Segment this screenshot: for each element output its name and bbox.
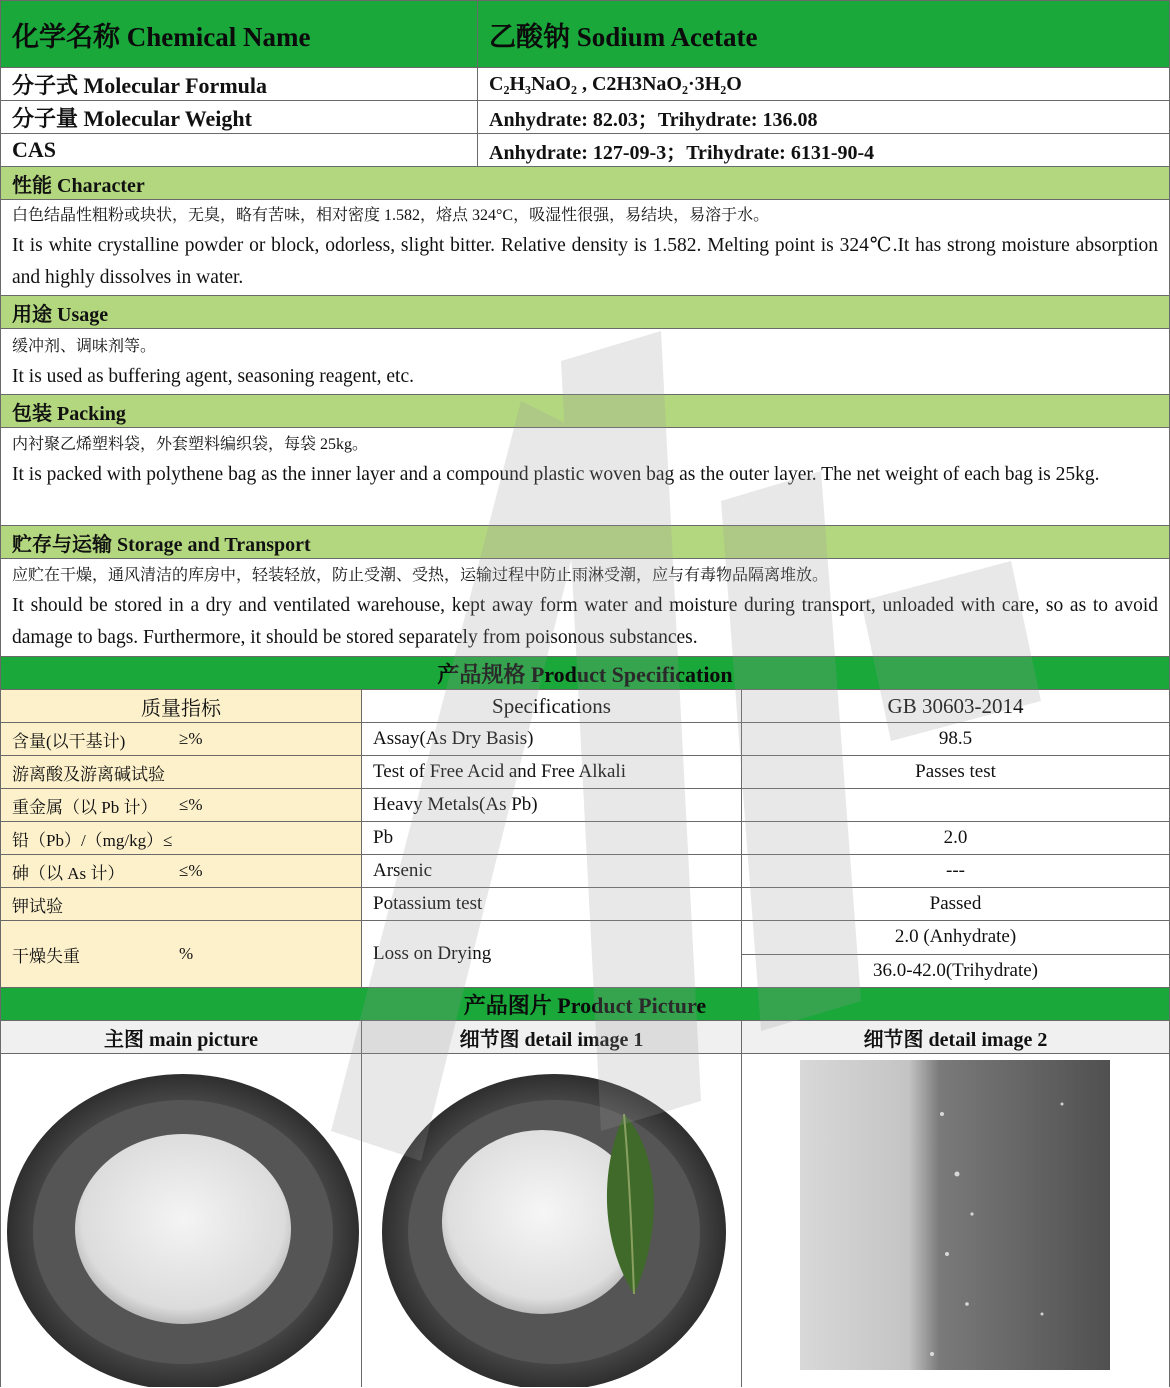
- spec-name: Pb: [362, 822, 742, 854]
- packing-section-header: [1, 395, 1169, 428]
- chemical-name-value: 乙酸钠 Sodium Acetate: [489, 21, 758, 52]
- storage-zh-text: 应贮在干燥，通风清洁的库房中，轻装轻放，防止受潮、受热，运输过程中防止雨淋受潮，应与有毒物品隔离堆放。: [12, 567, 829, 584]
- spec-row: [1, 888, 1169, 921]
- detail-picture-1: [362, 1054, 742, 1387]
- molecular-formula-row: [1, 68, 1169, 101]
- spec-name: Heavy Metals(As Pb): [362, 789, 742, 821]
- spec-quality-cell: [1, 756, 362, 788]
- storage-body: [1, 559, 1169, 657]
- packing-title: 包装 Packing: [12, 402, 126, 425]
- spec-row: [1, 756, 1169, 789]
- character-zh-text: 白色结晶性粗粉或块状，无臭，略有苦味，相对密度 1.582，熔点 324°C，吸湿性很强，易结块，易溶于水。: [12, 207, 770, 224]
- detail-picture-2: [742, 1054, 1169, 1387]
- character-section-header: [1, 167, 1169, 200]
- spec-value: 98.5: [938, 728, 973, 749]
- cas-value: Anhydrate: 127-09-3；Trihydrate: 6131-90-4: [489, 141, 875, 164]
- spec-row: [1, 723, 1169, 756]
- spec-value: 2.0: [943, 827, 968, 848]
- picture-title: 产品图片 Product Picture: [463, 992, 707, 1018]
- storage-en-text: It should be stored in a dry and ventilated warehouse, kept away form water and moisture during transport, unloaded with care, so as to avoid damage to bags. Furthermore, it should be stored separately from poisonous substances.: [12, 595, 1158, 648]
- spec-row: [1, 789, 1169, 822]
- spec-name: Potassium test: [362, 888, 742, 920]
- picture-header-main: 主图 main picture: [1, 1021, 362, 1053]
- spec-value: ---: [946, 860, 965, 881]
- chemical-name-label: 化学名称 Chemical Name: [1, 1, 478, 67]
- character-title: 性能 Character: [12, 174, 145, 197]
- molecular-formula-value: C₂H₃NaO₂ , C2H3NaO₂·3H₂O: [489, 72, 742, 95]
- spec-quality-cell: [1, 822, 362, 854]
- loss-on-drying-unit: %: [179, 944, 194, 963]
- spec-name: Arsenic: [362, 855, 742, 887]
- spec-name: Test of Free Acid and Free Alkali: [362, 756, 742, 788]
- spec-name: Assay(As Dry Basis): [362, 723, 742, 755]
- picture-header-detail-1: 细节图 detail image 1: [362, 1021, 742, 1053]
- spec-quality-cell: [1, 723, 362, 755]
- spec-header-quality: 质量指标: [1, 690, 362, 722]
- spec-quality-cell: [1, 888, 362, 920]
- spec-quality-unit: ≥%: [179, 729, 203, 748]
- molecular-weight-row: [1, 101, 1169, 134]
- spec-quality-zh: 含量(以干基计): [12, 731, 126, 751]
- spec-quality-cell: [1, 855, 362, 887]
- character-en-text: It is white crystalline powder or block, odorless, slight bitter. Relative density is 1.582. Melting point is 324℃.It has strong moisture absorption and highly dissolves in water.: [12, 235, 1158, 288]
- spec-row: [1, 822, 1169, 855]
- spec-quality-zh: 重金属（以 Pb 计）: [12, 797, 158, 817]
- spec-quality-unit: ≤%: [179, 795, 203, 814]
- spec-header-row: [1, 690, 1169, 723]
- main-picture-image: [1, 1054, 362, 1387]
- cas-label: CAS: [1, 134, 478, 166]
- loss-on-drying-zh: 干燥失重: [12, 946, 80, 966]
- picture-section-header: [1, 988, 1169, 1021]
- chemical-name-row: [1, 1, 1169, 68]
- spec-quality-zh: 铅（Pb）/（mg/kg）≤: [12, 830, 173, 850]
- spec-quality-zh: 游离酸及游离碱试验: [12, 764, 165, 784]
- molecular-weight-label: 分子量 Molecular Weight: [1, 101, 478, 133]
- spec-quality-zh: 钾试验: [12, 896, 63, 916]
- cas-row: [1, 134, 1169, 167]
- loss-on-drying-trihydrate: 36.0-42.0(Trihydrate): [873, 959, 1038, 981]
- usage-title: 用途 Usage: [12, 303, 109, 326]
- loss-on-drying-en: Loss on Drying: [362, 921, 742, 987]
- molecular-formula-label: 分子式 Molecular Formula: [1, 68, 478, 100]
- spec-header-specifications: Specifications: [362, 690, 742, 722]
- picture-header-detail-2: 细节图 detail image 2: [863, 1028, 1048, 1051]
- usage-section-header: [1, 296, 1169, 329]
- packing-zh-text: 内衬聚乙烯塑料袋，外套塑料编织袋，每袋 25kg。: [12, 436, 369, 453]
- picture-header-row: [1, 1021, 1169, 1054]
- usage-body: [1, 329, 1169, 395]
- storage-title: 贮存与运输 Storage and Transport: [12, 533, 311, 556]
- character-body: [1, 200, 1169, 296]
- spec-section-header: [1, 657, 1169, 690]
- spec-quality-unit: ≤%: [179, 861, 203, 880]
- spec-row-loss-on-drying: [1, 921, 1169, 988]
- spec-header-standard: GB 30603-2014: [742, 690, 1169, 722]
- spec-title: 产品规格 Product Specification: [437, 661, 733, 687]
- spec-quality-cell: [1, 789, 362, 821]
- spec-quality-zh: 砷（以 As 计）: [12, 863, 125, 883]
- loss-on-drying-zh-cell: [1, 921, 362, 987]
- packing-body: [1, 428, 1169, 526]
- main-picture: [1, 1054, 362, 1387]
- loss-on-drying-values: [742, 921, 1169, 987]
- spec-row: [1, 855, 1169, 888]
- spec-value: [742, 789, 1169, 821]
- usage-zh-text: 缓冲剂、调味剂等。: [12, 338, 157, 355]
- loss-on-drying-anhydrate: 2.0 (Anhydrate): [742, 921, 1169, 955]
- spec-value: Passed: [929, 893, 982, 914]
- storage-section-header: [1, 526, 1169, 559]
- spec-value: Passes test: [915, 761, 996, 782]
- packing-en-text: It is packed with polythene bag as the inner layer and a compound plastic woven bag as the outer layer. The net weight of each bag is 25kg.: [12, 464, 1100, 485]
- molecular-weight-value: Anhydrate: 82.03；Trihydrate: 136.08: [489, 108, 818, 131]
- detail-picture-2-image: [742, 1054, 1169, 1387]
- detail-picture-1-image: [362, 1054, 742, 1387]
- usage-en-text: It is used as buffering agent, seasoning reagent, etc.: [12, 366, 414, 387]
